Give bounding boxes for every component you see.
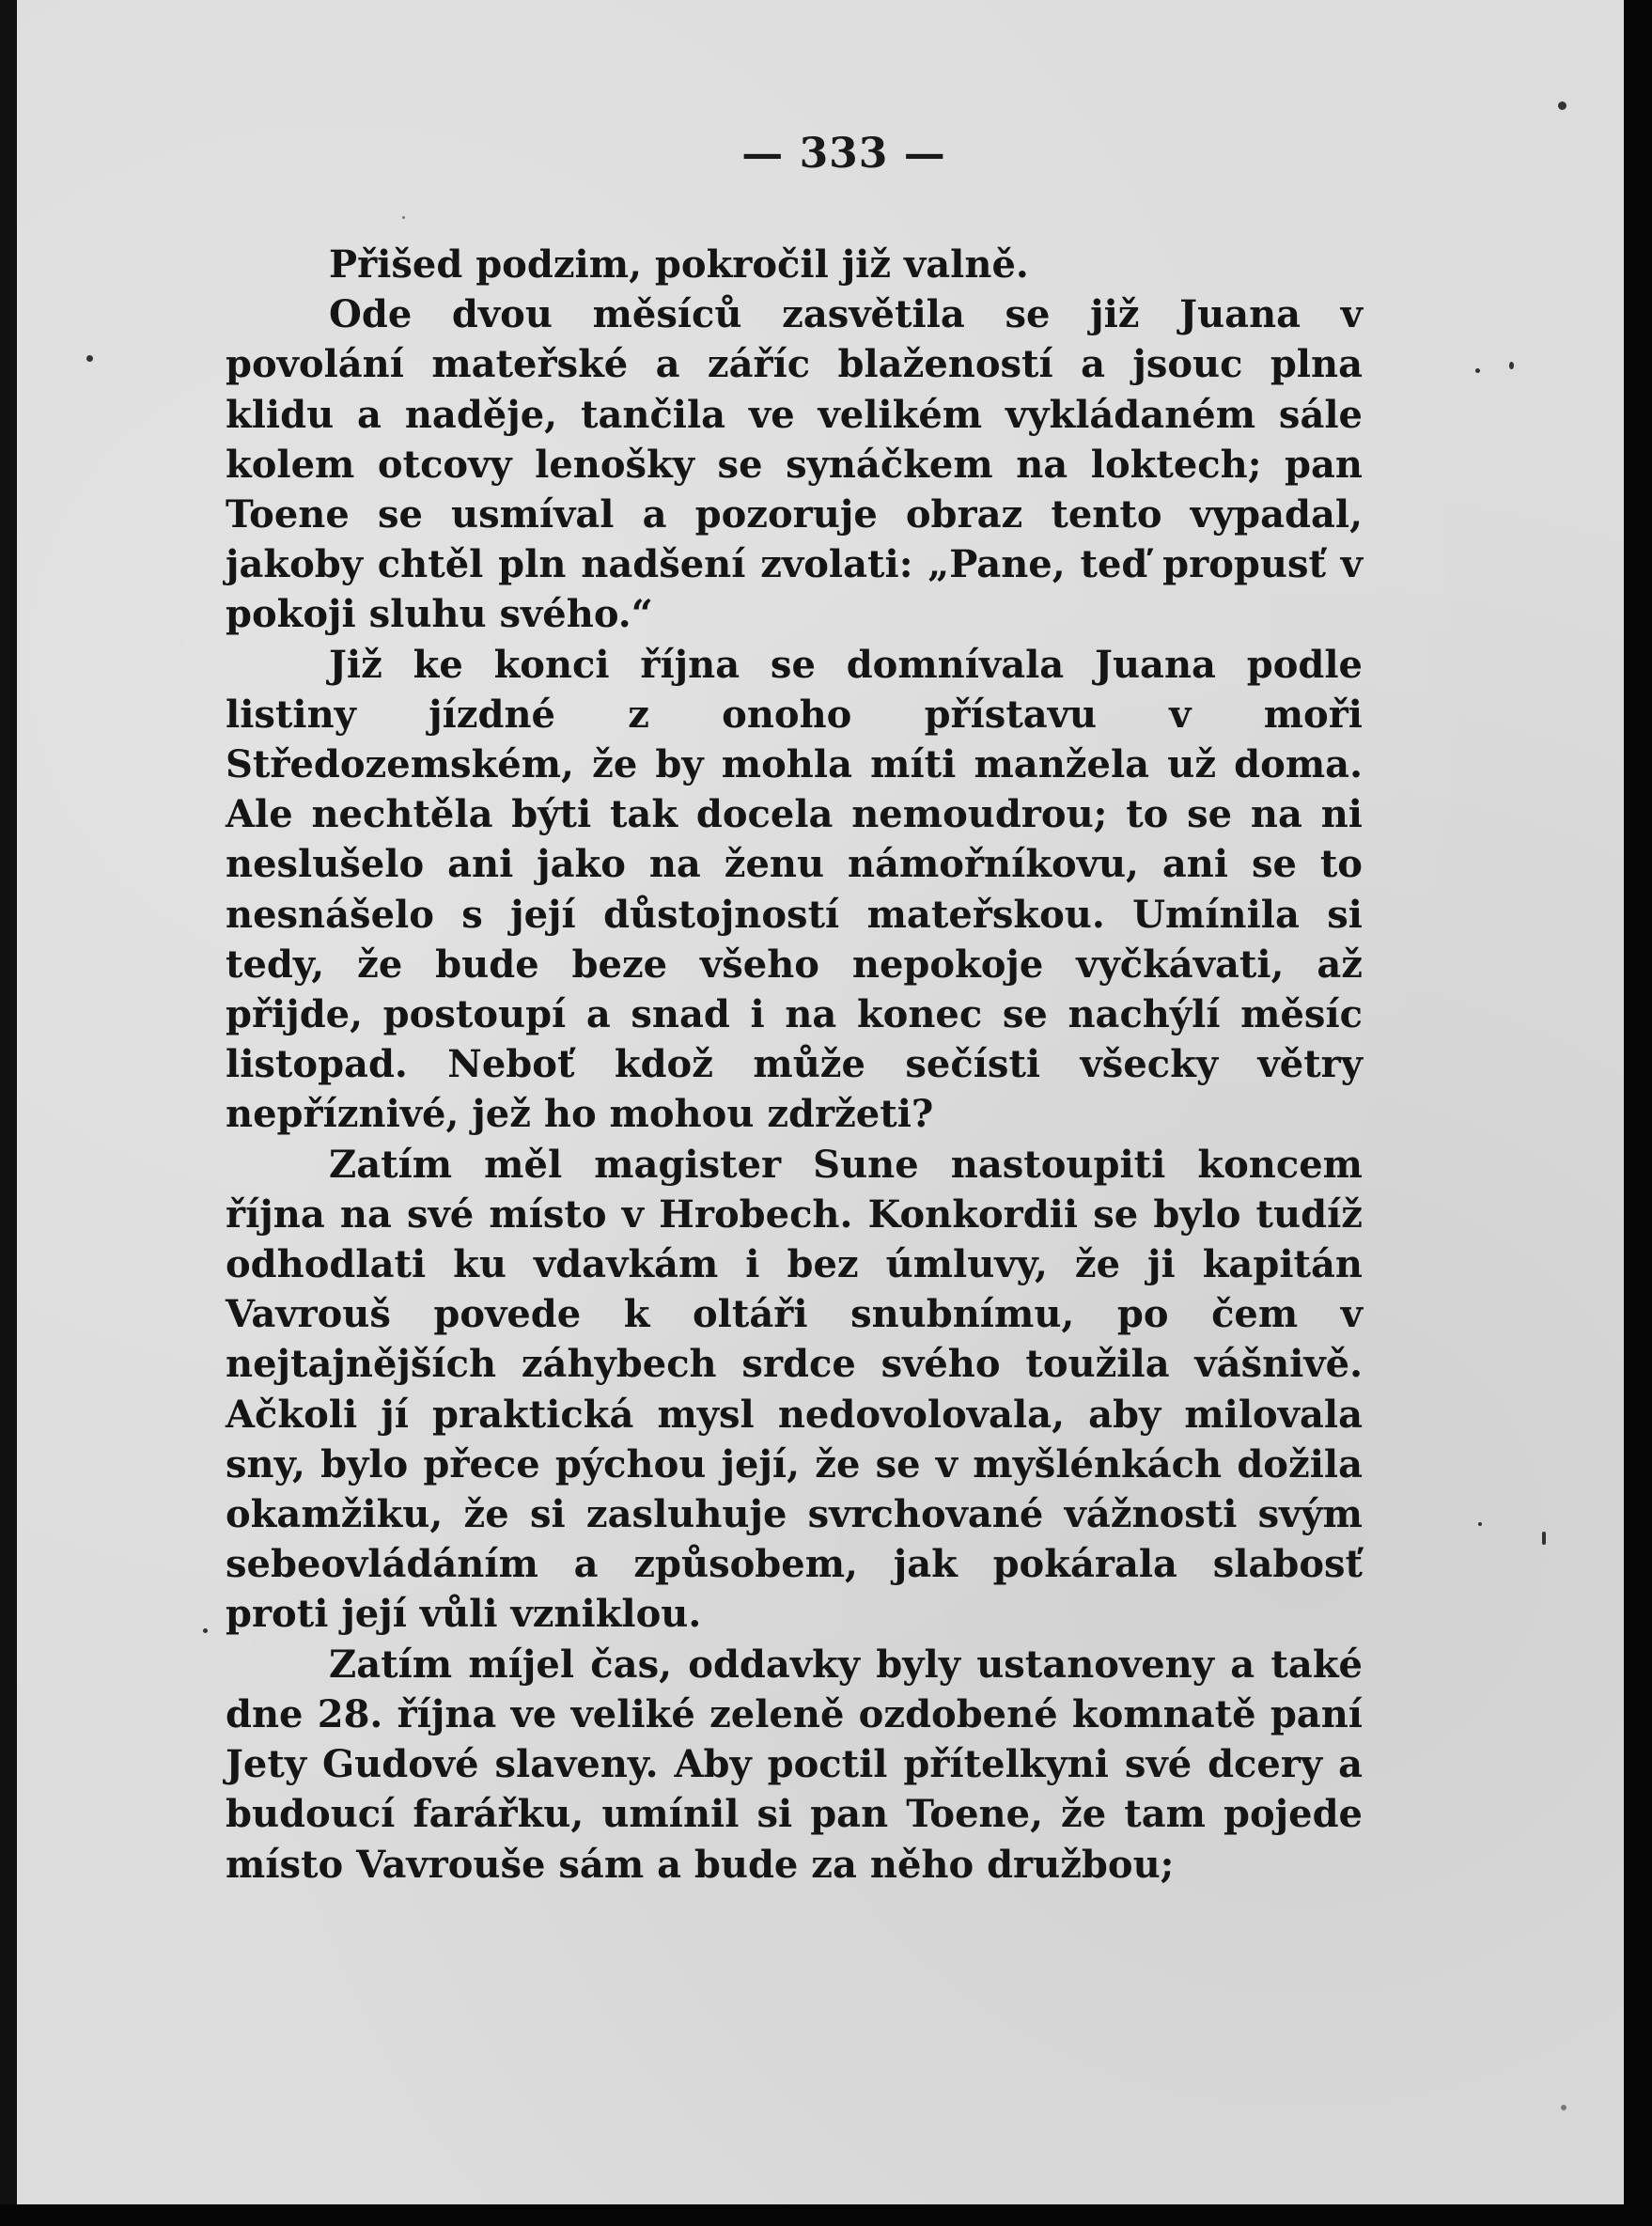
paragraph-5: Zatím míjel čas, oddavky byly ustanoveny a také dne 28. října ve veliké zeleně ozdobené komnatě paní Jety Gudové slaveny. Aby poctil přítelkyni své dcery a budoucí farářku, umínil si pan Toene, že tam pojede místo Vavrouše sám a bude za něho družbou;	[226, 1642, 1363, 1887]
print-speck	[1542, 1532, 1546, 1545]
paragraph-2: Ode dvou měsíců zasvětila se již Juana v povolání mateřské a záříc blažeností a jsouc plna klidu a naděje, tančila ve velikém vykládaném sále kolem otcovy lenošky se synáčkem na loktech; pan Toene se usmíval a pozoruje obraz tento vypadal, jakoby chtěl pln nadšení zvolati: „Pane, teď propusť v pokoji sluhu svého.“	[226, 292, 1363, 637]
print-speck	[402, 216, 405, 219]
paragraph-3: Již ke konci října se domnívala Juana podle listiny jízdné z onoho přístavu v moři Středozemském, že by mohla míti manžela už doma. Ale nechtěla býti tak docela nemoudrou; to se na ni neslušelo ani jako na ženu námořníkovu, ani se to nesnášelo s její důstojností mateřskou. Umínila si tedy, že bude beze všeho nepokoje vyčkávati, až přijde, postoupí a snad i na konec se nachýlí měsíc listopad. Neboť kdož může sečísti všecky větry nepříznivé, jež ho mohou zdržeti?	[226, 642, 1363, 1137]
print-speck	[203, 1628, 208, 1633]
book-page	[17, 0, 1624, 2204]
print-speck	[86, 355, 93, 362]
page-number: — 333 —	[741, 130, 946, 178]
print-speck	[1561, 2105, 1566, 2110]
print-speck	[1478, 1522, 1482, 1526]
scan-bottom-border	[0, 2204, 1652, 2226]
print-speck	[1558, 101, 1566, 110]
print-speck	[1509, 362, 1514, 369]
body-text	[226, 240, 1363, 1890]
paragraph-1: Přišed podzim, pokročil již valně.	[329, 242, 1029, 287]
scan-right-border	[1624, 0, 1652, 2226]
paragraph-4: Zatím měl magister Sune nastoupiti koncem října na své místo v Hrobech. Konkordii se bylo tudíž odhodlati ku vdavkám i bez úmluvy, že ji kapitán Vavrouš povede k oltáři snubnímu, po čem v nejtajnějších záhybech srdce svého toužila vášnivě. Ačkoli jí praktická mysl nedovolovala, aby milovala sny, bylo přece pýchou její, že se v myšlénkách dožila okamžiku, že si zasluhuje svrchované vážnosti svým sebeovládáním a způsobem, jak pokárala slabosť proti její vůli vzniklou.	[226, 1142, 1363, 1637]
scan-left-border	[0, 0, 17, 2226]
print-speck	[1475, 368, 1480, 373]
